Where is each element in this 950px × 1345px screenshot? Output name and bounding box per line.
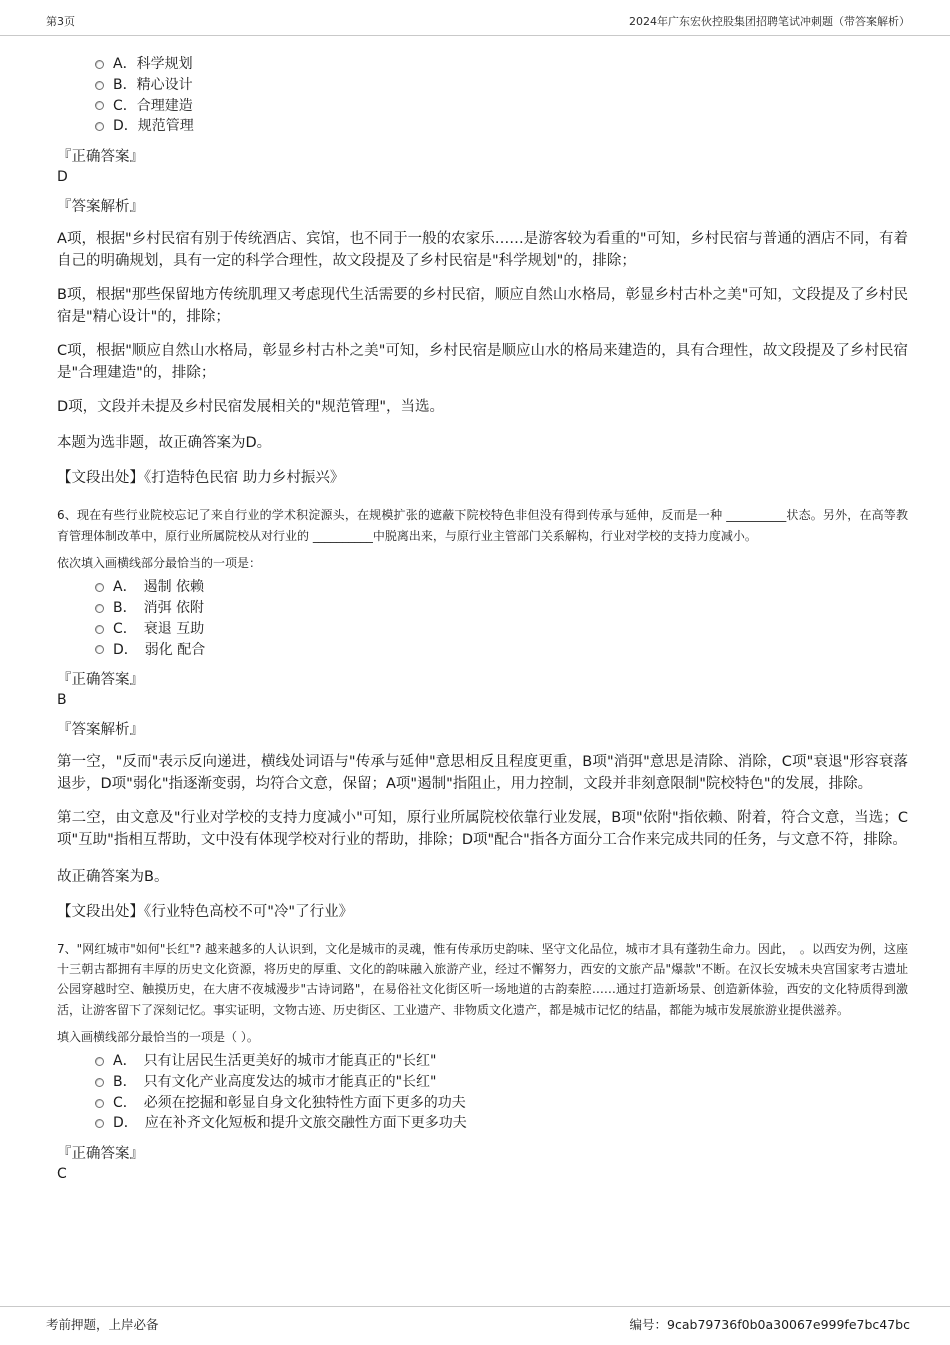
option-row[interactable] — [95, 579, 908, 596]
radio-button-icon[interactable] — [95, 625, 104, 634]
conclusion-line: 故正确答案为B。 — [57, 868, 169, 885]
option-label: A． 遏制 依赖 — [113, 579, 205, 596]
footer-serial-number: 编号：9cab79736f0b0a30067e999fe7bc47bc — [629, 1317, 910, 1332]
explanation-paragraph: D项，文段并未提及乡村民宿发展相关的"规范管理"，当选。 — [57, 399, 445, 416]
radio-button-icon[interactable] — [95, 81, 104, 90]
option-row[interactable] — [95, 98, 908, 115]
explanation-paragraph: 第二空，由文意及"行业对学校的支持力度减小"可知，原行业所属院校依靠行业发展，B项"依附"指依赖、附着，符合文意，当选；C项"互助"指相互帮助，文中没有体现学校对行业的帮助，排除；D项"配合"指各方面分工合作来完成共同的任务，与文意不符，排除。 — [57, 810, 908, 849]
conclusion-line: 本题为选非题，故正确答案为D。 — [57, 435, 272, 452]
section-label: 『正确答案』 — [57, 149, 144, 166]
option-row[interactable] — [95, 600, 908, 617]
radio-button-icon[interactable] — [95, 1099, 104, 1108]
option-row[interactable] — [95, 1053, 908, 1070]
source-reference: 【文段出处】《打造特色民宿 助力乡村振兴》 — [57, 470, 345, 487]
correct-answer: B — [57, 692, 67, 709]
radio-button-icon[interactable] — [95, 1057, 104, 1066]
source-reference: 【文段出处】《行业特色高校不可"冷"了行业》 — [57, 903, 354, 920]
section-label: 『答案解析』 — [57, 199, 144, 216]
option-row[interactable] — [95, 56, 908, 73]
explanation-paragraph: 第一空，"反而"表示反向递进，横线处词语与"传承与延伸"意思相反且程度更重，B项"消弭"意思是清除、消除，C项"衰退"形容衰落退步，D项"弱化"指逐渐变弱，均符合文意，保留；A项"遏制"指阻止，用力控制，文段并非刻意限制"院校特色"的发展，排除。 — [57, 754, 908, 793]
option-row[interactable] — [95, 118, 908, 135]
question-prompt: 依次填入画横线部分最恰当的一项是： — [57, 556, 262, 571]
option-label: B．精心设计 — [113, 76, 193, 93]
document-title: 2024年广东宏伙控股集团招聘笔试冲刺题（带答案解析） — [629, 15, 910, 28]
option-row[interactable] — [95, 621, 908, 638]
option-label: D． 应在补齐文化短板和提升文旅交融性方面下更多功夫 — [113, 1115, 467, 1132]
section-label: 『正确答案』 — [57, 672, 144, 689]
explanation-paragraph: C项，根据"顺应自然山水格局，彰显乡村古朴之美"可知，乡村民宿是顺应山水的格局来建造的，具有合理性，故文段提及了乡村民宿是"合理建造"的，排除； — [57, 343, 908, 382]
option-row[interactable] — [95, 77, 908, 94]
option-label: C．合理建造 — [113, 97, 193, 114]
option-label: D． 弱化 配合 — [113, 641, 206, 658]
option-label: B． 只有文化产业高度发达的城市才能真正的"长红" — [113, 1073, 437, 1090]
page-header — [0, 0, 950, 36]
document-body — [0, 36, 950, 1182]
radio-button-icon[interactable] — [95, 101, 104, 110]
option-row[interactable] — [95, 1115, 908, 1132]
footer-slogan: 考前押题，上岸必备 — [46, 1317, 159, 1332]
option-label: C． 必须在挖掘和彰显自身文化独特性方面下更多的功夫 — [113, 1094, 466, 1111]
explanation-paragraph: B项，根据"那些保留地方传统肌理又考虑现代生活需要的乡村民宿，顺应自然山水格局，彰显乡村古朴之美"可知，文段提及了乡村民宿是"精心设计"的，排除； — [57, 287, 908, 326]
option-label: A． 只有让居民生活更美好的城市才能真正的"长红" — [113, 1053, 437, 1070]
explanation-paragraph: A项，根据"乡村民宿有别于传统酒店、宾馆，也不同于一般的农家乐……是游客较为看重的"可知，乡村民宿与普通的酒店不同，有着自己的明确规划，具有一定的科学合理性，故文段提及了乡村民宿是"科学规划"的，排除； — [57, 231, 908, 270]
question-stem: 7、"网红城市"如何"长红"? 越来越多的人认识到，文化是城市的灵魂，惟有传承历史韵味、坚守文化品位，城市才具有蓬勃生命力。因此， 。以西安为例，这座十三朝古都拥有丰厚的历史文化资源，将历史的厚重、文化的韵味融入旅游产业，经过不懈努力，西安的文旅产品"爆款"不断。在汉长安城未央宫国家考古遗址公园穿越时空、触摸历史，在大唐不夜城漫步"古诗词路"，在易俗社文化街区听一场地道的古韵秦腔……通过打造新场景、创造新体验，西安的文化特质得到激活，让游客留下了深刻记忆。事实证明，文物古迹、历史街区、工业遗产、非物质文化遗产，都是城市记忆的结晶，都能为城市发展旅游业提供滋养。 — [57, 941, 908, 1017]
radio-button-icon[interactable] — [95, 604, 104, 613]
radio-button-icon[interactable] — [95, 1078, 104, 1087]
question-stem: 6、现在有些行业院校忘记了来自行业的学术积淀源头，在规模扩张的遮蔽下院校特色非但没有得到传承与延伸，反而是一种 __________状态。另外，在高等教育管理体制改革中，原行业所属院校从对行业的 __________中脱离出来，与原行业主管部门关系解构，行业对学校的支持力度减小。 — [57, 508, 908, 543]
option-row[interactable] — [95, 642, 908, 659]
page-footer — [0, 1306, 950, 1345]
page-number: 第3页 — [46, 15, 75, 28]
section-label: 『正确答案』 — [57, 1146, 144, 1163]
radio-button-icon[interactable] — [95, 122, 104, 131]
radio-button-icon[interactable] — [95, 645, 104, 654]
option-label: B． 消弭 依附 — [113, 599, 205, 616]
option-row[interactable] — [95, 1074, 908, 1091]
question-prompt: 填入画横线部分最恰当的一项是（ ）。 — [57, 1030, 259, 1045]
radio-button-icon[interactable] — [95, 60, 104, 69]
options-group — [95, 579, 908, 658]
option-label: A．科学规划 — [113, 56, 193, 72]
correct-answer: C — [57, 1166, 67, 1183]
section-label: 『答案解析』 — [57, 722, 144, 739]
correct-answer: D — [57, 169, 68, 186]
radio-button-icon[interactable] — [95, 1119, 104, 1128]
option-label: D．规范管理 — [113, 118, 194, 135]
radio-button-icon[interactable] — [95, 583, 104, 592]
option-row[interactable] — [95, 1095, 908, 1112]
options-group — [95, 1053, 908, 1132]
option-label: C． 衰退 互助 — [113, 620, 205, 637]
options-group — [95, 56, 908, 135]
